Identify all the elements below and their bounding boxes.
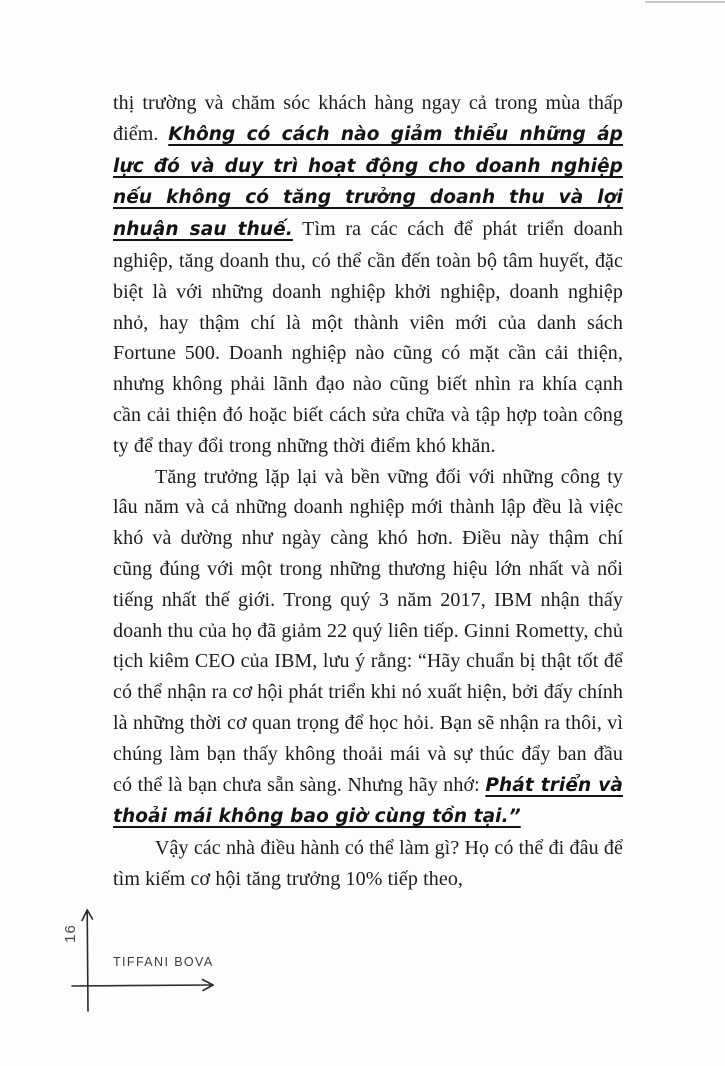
handwritten-emphasis: Không có cách nào giảm thiểu những áp lực đó và duy trì hoạt động cho doanh nghiệp nếu không có tăng trưởng doanh thu và lợi nhuận sau thuế. xyxy=(113,123,624,241)
paragraph-1 xyxy=(113,88,623,462)
author-footer: TIFFANI BOVA xyxy=(113,955,214,969)
body-text-block xyxy=(113,88,623,895)
paragraph-2 xyxy=(113,462,623,834)
handwritten-emphasis: Phát triển và thoải mái không bao giờ cùng tồn tại.” xyxy=(113,774,623,828)
body-text-run: thị trường và chăm sóc khách hàng ngay cả trong mùa thấp điểm. xyxy=(113,92,623,145)
body-text-run: Tìm ra các cách để phát triển doanh nghiệp, tăng doanh thu, có thể cần đến toàn bộ tâm huyết, đặc biệt là với những doanh nghiệp khởi nghiệp, doanh nghiệp nhỏ, hay thậm chí là một thành viên mới của danh sách Fortune 500. Doanh nghiệp nào cũng có mặt cần cải thiện, nhưng không phải lãnh đạo nào cũng biết nhìn ra khía cạnh cần cải thiện đó hoặc biết cách sửa chữa và tập hợp toàn công ty để thay đổi trong những thời điểm khó khăn. xyxy=(113,218,623,457)
paragraph-3 xyxy=(113,833,623,895)
scan-artifact-line xyxy=(645,1,725,3)
body-text-run: Tăng trưởng lặp lại và bền vững đối với những công ty lâu năm và cả những doanh nghiệp mới thành lập đều là việc khó và dường như ngày càng khó hơn. Điều này thậm chí cũng đúng với một trong những thương hiệu lớn nhất và nổi tiếng nhất thế giới. Trong quý 3 năm 2017, IBM nhận thấy doanh thu của họ đã giảm 22 quý liên tiếp. Ginni Rometty, chủ tịch kiêm CEO của IBM, lưu ý rằng: “Hãy chuẩn bị thật tốt để có thể nhận ra cơ hội phát triển khi nó xuất hiện, bởi đấy chính là những thời cơ quan trọng để học hỏi. Bạn sẽ nhận ra thôi, vì chúng làm bạn thấy không thoải mái và sự thúc đẩy ban đầu có thể là bạn chưa sẵn sàng. Nhưng hãy nhớ: xyxy=(113,465,623,796)
page-number-label: 16 xyxy=(61,923,79,943)
body-text-run: Vậy các nhà điều hành có thể làm gì? Họ có thể đi đâu để tìm kiếm cơ hội tăng trưởng 10% tiếp theo, xyxy=(113,837,623,890)
axis-arrows-icon xyxy=(60,898,230,1023)
